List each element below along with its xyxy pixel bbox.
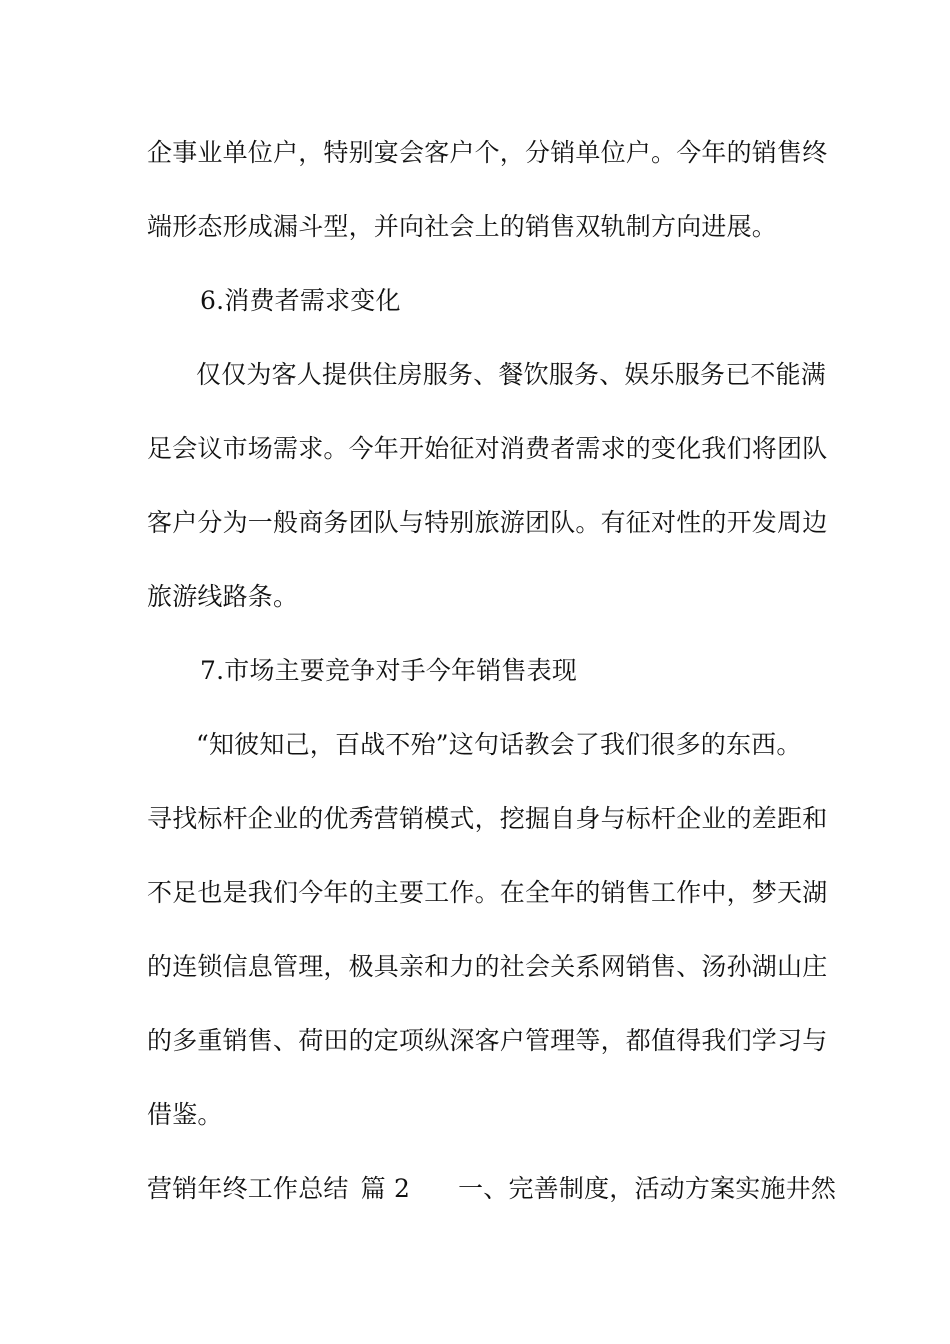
paragraph-line: 端形态形成漏斗型，并向社会上的销售双轨制方向进展。 [147, 212, 778, 241]
paragraph-line: 旅游线路条。 [147, 582, 299, 611]
paragraph-line: 客户分为一般商务团队与特别旅游团队。有征对性的开发周边 [147, 508, 828, 537]
paragraph-line: 企事业单位户，特别宴会客户个，分销单位户。今年的销售终 [147, 138, 828, 167]
paragraph-line: 借鉴。 [147, 1100, 223, 1129]
paragraph-line: 足会议市场需求。今年开始征对消费者需求的变化我们将团队 [147, 434, 828, 463]
section-heading: 一、完善制度，活动方案实施井然 [458, 1174, 837, 1203]
paragraph-line: 的多重销售、荷田的定项纵深客户管理等，都值得我们学习与 [147, 1026, 828, 1055]
section-heading: 7.市场主要竞争对手今年销售表现 [200, 656, 578, 685]
paragraph-line: 仅仅为客人提供住房服务、餐饮服务、娱乐服务已不能满 [196, 360, 827, 389]
next-article-line [147, 1173, 837, 1205]
article-title: 营销年终工作总结 [147, 1174, 349, 1203]
paragraph-line: 的连锁信息管理，极具亲和力的社会关系网销售、汤孙湖山庄 [147, 952, 828, 981]
paragraph-line: “知彼知己，百战不殆”这句话教会了我们很多的东西。 [196, 730, 802, 759]
paragraph-line: 不足也是我们今年的主要工作。在全年的销售工作中，梦天湖 [147, 878, 828, 907]
article-part: 篇 2 [360, 1174, 411, 1203]
paragraph-line: 寻找标杆企业的优秀营销模式，挖掘自身与标杆企业的差距和 [147, 804, 828, 833]
section-heading: 6.消费者需求变化 [200, 286, 401, 315]
